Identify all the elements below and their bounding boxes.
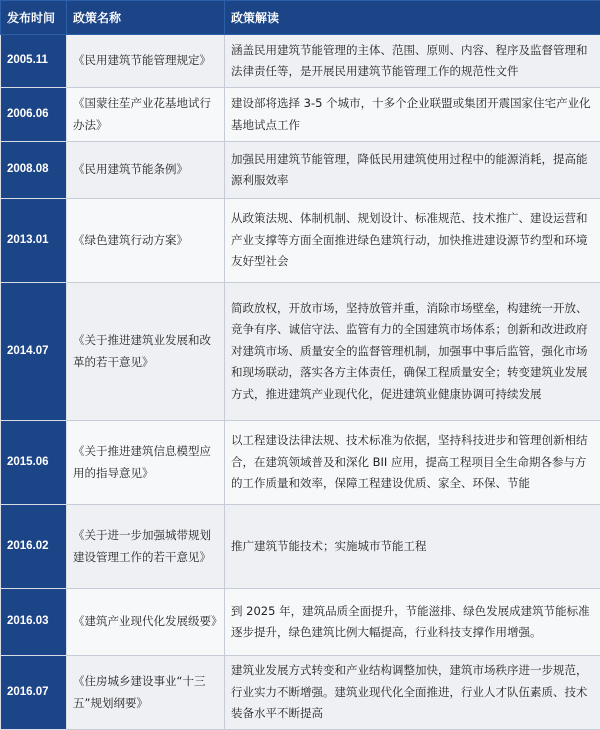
row-policy-name: 《住房城乡建设事业“十三五”规划纲要》 (67, 656, 225, 730)
table-row (1, 656, 600, 730)
row-policy-name: 《关于推进建筑信息模型应用的指导意见》 (67, 421, 225, 505)
row-date: 2015.06 (1, 421, 67, 505)
header-name: 政策名称 (67, 1, 225, 35)
row-date: 2016.07 (1, 656, 67, 730)
table-header-row (1, 1, 600, 35)
row-policy-name: 《民用建筑节能管理规定》 (67, 35, 225, 88)
row-policy-desc: 到 2025 年，建筑品质全面提升，节能滋排、绿色发展成建筑节能标准逐步提升，绿色建筑比例大幅提高，行业科技支撑作用增强。 (225, 589, 600, 656)
row-policy-name: 《国蒙往苼产业花基地试行办法》 (67, 88, 225, 142)
row-policy-name: 《建筑产业现代化发展级要》 (67, 589, 225, 656)
table-row (1, 88, 600, 142)
row-policy-desc: 以工程建设法律法规、技术标准为依据，坚持科技进步和管理创新相结合，在建筑领域普及和深化 BII 应用，提高工程项目全生命期各参与方的工作质量和效率，保障工程建设优质、家全、环保、节能 (225, 421, 600, 505)
table-row (1, 589, 600, 656)
row-policy-desc: 涵盖民用建筑节能管理的主体、范围、原则、内容、程序及监督管理和法律责任等，是开展民用建筑节能管理工作的规范性文件 (225, 35, 600, 88)
row-policy-name: 《关于推进建筑业发展和改革的若干意见》 (67, 283, 225, 421)
row-policy-desc: 加强民用建筑节能管理，降低民用建筑使用过程中的能源消耗，提高能源利服效率 (225, 142, 600, 199)
row-policy-name: 《绿色建筑行动方案》 (67, 199, 225, 283)
row-date: 2014.07 (1, 283, 67, 421)
row-date: 2016.02 (1, 505, 67, 589)
table-row (1, 283, 600, 421)
row-date: 2016.03 (1, 589, 67, 656)
table-row (1, 421, 600, 505)
row-date: 2006.06 (1, 88, 67, 142)
row-policy-name: 《民用建筑节能条例》 (67, 142, 225, 199)
header-date: 发布时间 (1, 1, 67, 35)
table-row (1, 142, 600, 199)
row-policy-name: 《关于进一步加强城带规划建设管理工作的若干意见》 (67, 505, 225, 589)
header-desc: 政策解读 (225, 1, 600, 35)
table-row (1, 35, 600, 88)
table-row (1, 199, 600, 283)
row-date: 2005.11 (1, 35, 67, 88)
row-policy-desc: 建筑业发展方式转变和产业结构调整加快，建筑市场秩序进一步规范，行业实力不断增强。建筑业现代化全面推进，行业人才队伍素质、技术装备水平不断提高 (225, 656, 600, 730)
row-date: 2008.08 (1, 142, 67, 199)
row-policy-desc: 从政策法规、体制机制、规划设计、标准规范、技术推广、建设运营和产业支撑等方面全面推进绿色建筑行动，加快推进建设源节约型和环境友好型社会 (225, 199, 600, 283)
row-policy-desc: 简政放权，开放市场，坚持放管并重，消除市场壁垒，构建统一开放、竞争有序、诚信守法、监管有力的全国建筑市场体系；创新和改进政府对建筑市场、质量安全的监督管理机制，加强事中事后监管，强化市场和现场联动，落实各方主体责任，确保工程质量安全；转变建筑业发展方式，推进建筑产业现代化，促进建筑业健康协调可持续发展 (225, 283, 600, 421)
table-row (1, 505, 600, 589)
row-policy-desc: 推广建筑节能技术；实施城市节能工程 (225, 505, 600, 589)
row-policy-desc: 建设部将选择 3-5 个城市，十多个企业联盟或集团开震国家住宅产业化基地试点工作 (225, 88, 600, 142)
row-date: 2013.01 (1, 199, 67, 283)
